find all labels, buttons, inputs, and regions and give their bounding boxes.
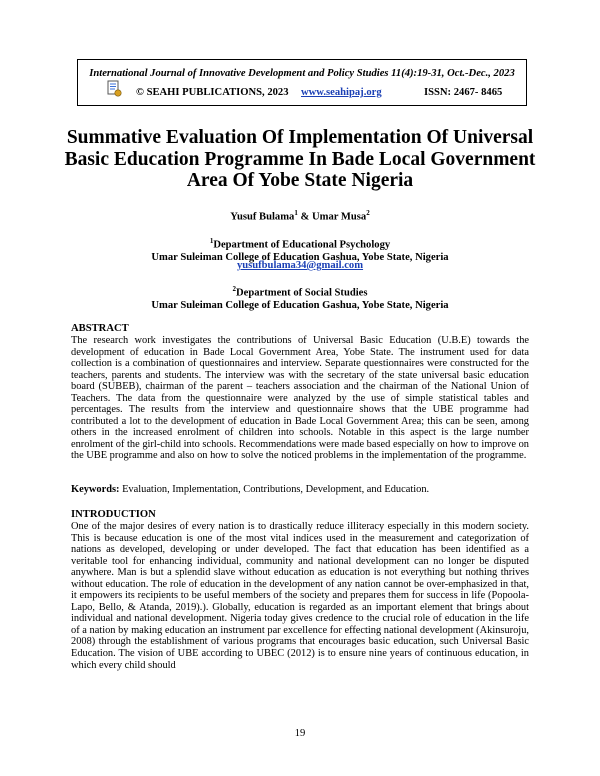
author-line xyxy=(0,209,600,223)
abstract-heading: ABSTRACT xyxy=(71,323,129,334)
author-1: Yusuf Bulama xyxy=(230,211,295,223)
introduction-text: One of the major desires of every nation is to drastically reduce illiteracy especially in this modern society. This is because education is one of the most vital indices used in the measurement and categorization of nations as developed, developing or under developed. The fact that education has been identified as a veritable tool for enhancing individual, community and national development can no longer be disputed anywhere. Man is but a splendid slave without education as education is not everything but nothing thrives without education. The role of education in the development of any nation cannot be over-emphasized in that, it empowers its recipients to be useful members of the society and prepares them for success in life (Popoola-Lapo, Bello, & Atanda, 2019).). Globally, education is regarded as an important element that brings about individual and national development. Nigeria today gives credence to the crucial role of education in the life of a nation by making education an instrument par excellence for effecting national development (Akinsuroju, 2008) through the establishment of various programs that encourages basic education, such Universal Basic Education. The vision of UBE according to UBEC (2012) is to ensure nine years of continuous education, in which every child should xyxy=(71,521,529,671)
page-number: 19 xyxy=(294,728,306,739)
abstract-text: The research work investigates the contributions of Universal Basic Education (U.B.E) towards the development of education in Bade Local Government Area, Yobe State. The instrument used for data collection is a combination of questionnaires and interview. Separate questionnaires were constructed for the teachers, parents and students. The interview was with the secretary of the state universal basic education board (SUBEB), chairman of the parent – teachers association and the chairman of the National Union of Teachers. The data from the questionnaire were analyzed by the use of simple statistical tables and percentages. The results from the interview and questionnaire shows that the UBE programme had contributed a lot to the development of education in Bade Local Government Area; this can be seen, among others in the increased enrolment of children into schools. Notable in this aspect is the large number enrolment of the girl-child into schools. Recommendations were made based especially on how to improve on the UBE programme and also on how to solve the noticed problems in the implementation of the programme. xyxy=(71,335,529,462)
introduction-heading: INTRODUCTION xyxy=(71,509,156,520)
author-separator: & xyxy=(297,211,312,223)
affiliation-2-sup: 2 xyxy=(232,285,236,293)
journal-citation: International Journal of Innovative Development and Policy Studies 11(4):19-31, Oct.-Dec., 2023 xyxy=(89,68,515,79)
affiliation-2-dept: Department of Social Studies xyxy=(235,287,368,299)
keywords-text: Evaluation, Implementation, Contributions, Development, and Education. xyxy=(119,484,430,495)
author-2-sup: 2 xyxy=(366,209,370,217)
author-1-sup: 1 xyxy=(294,209,298,217)
affiliation-1-dept: Department of Educational Psychology xyxy=(213,239,391,251)
affiliation-2-college: Umar Suleiman College of Education Gashua, Yobe State, Nigeria xyxy=(151,300,449,312)
website-link[interactable]: www.seahipaj.org xyxy=(301,87,382,98)
affiliation-2 xyxy=(0,283,600,313)
document-icon xyxy=(105,80,123,98)
journal-header-box xyxy=(77,59,527,106)
issn-text: ISSN: 2467- 8465 xyxy=(424,87,503,98)
affiliation-1-college: Umar Suleiman College of Education Gashua, Yobe State, Nigeria xyxy=(151,252,449,264)
affiliation-1-sup: 1 xyxy=(209,237,214,245)
author-email-link[interactable]: yusufbulama34@gmail.com xyxy=(236,260,364,271)
paper-title: Summative Evaluation Of Implementation Of Universal Basic Education Programme In Bade Local Government Area Of Yobe State Nigeria xyxy=(64,127,536,191)
keywords-line xyxy=(71,484,529,495)
keywords-label: Keywords: xyxy=(71,484,120,495)
copyright-text: © SEAHI PUBLICATIONS, 2023 xyxy=(136,87,289,98)
author-2: Umar Musa xyxy=(311,211,367,223)
publication-line xyxy=(78,87,526,101)
